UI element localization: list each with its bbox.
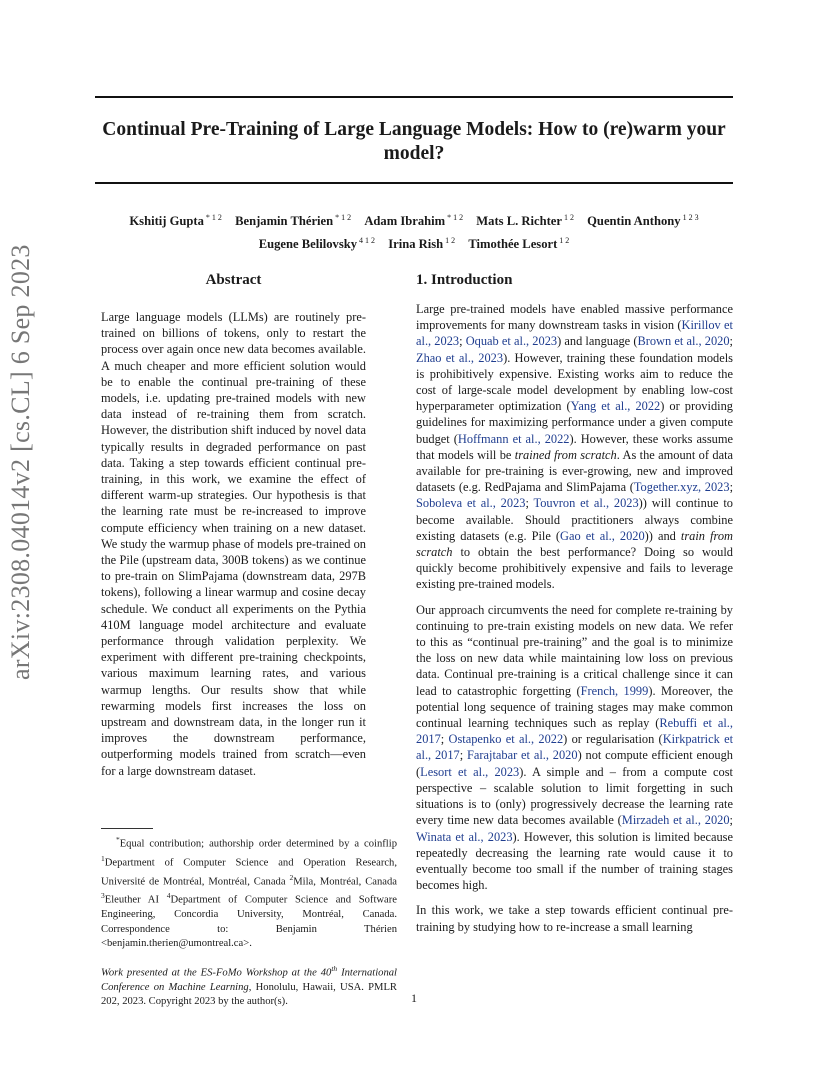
abstract-text: Large language models (LLMs) are routinely pre-trained on billions of tokens, only to restart the process over again once new data becomes available. A much cheaper and more efficient solution would be to enable the continual pre-training of these models, i.e. updating pre-trained models with new data instead of re-training them from scratch. However, the distribution shift induced by novel data typically results in degraded performance on past data. Taking a step towards efficient continual pre-training, in this work, we examine the effect of different warm-up strategies. Our hypothesis is that the learning rate must be re-increased to improve compute efficiency when training on a new dataset. We study the warmup phase of models pre-trained on the Pile (upstream data, 300B tokens) as we continue to pre-train on SlimPajama (downstream data, 297B tokens), following a linear warmup and cosine decay schedule. We conduct all experiments on the Pythia 410M language model architecture and evaluate performance through validation perplexity. We experiment with different pre-training checkpoints, various maximum learning rates, and various warmup lengths. Our results show that while rewarming models first increases the loss on upstream and downstream data, in the longer run it improves the downstream performance, outperforming models trained from scratch—even for a large downstream dataset. xyxy=(101,310,366,778)
citation-link[interactable]: Zhao et al., 2023 xyxy=(416,350,504,365)
citation-link[interactable]: Together.xyz, 2023 xyxy=(633,480,730,495)
author: Eugene Belilovsky $^{4 1 2}$ xyxy=(258,236,376,252)
introduction-heading: 1. Introduction xyxy=(416,272,513,288)
author: Timothée Lesort $^{1 2}$ xyxy=(468,236,570,252)
footnote-affiliations: *Equal contribution; authorship order determined by a coinflip $^1$Department of Computer Science and Operation Research, Université de Montréal, Montréal, Canada $^2$Mila, Montréal, Canada $^3$Eleuther AI $^4$Department of Computer Science and Software Engineering, Concordia University, Montréal, Canada. Correspondence to: Benjamin Thérien <benjamin.therien@umontreal.ca>. xyxy=(101,835,398,949)
citation-link[interactable]: Lesort et al., 2023 xyxy=(420,764,520,779)
citation-link[interactable]: Yang et al., 2022 xyxy=(570,399,661,414)
venue-note: Work presented at the ES-FoMo Workshop at the 40th International Conference on Machine Learning, Honolulu, Hawaii, USA. PMLR 202, 2023. Copyright 2023 by the author(s). xyxy=(101,964,397,1008)
author: Benjamin Thérien $^{* 1 2}$ xyxy=(235,213,352,229)
abstract-heading: Abstract xyxy=(205,272,262,288)
citation-link[interactable]: Oquab et al., 2023 xyxy=(465,334,558,349)
author-list xyxy=(80,208,748,254)
author: Irina Rish $^{1 2}$ xyxy=(388,236,456,252)
intro-paragraph-2: Our approach circumvents the need for complete re-training by continuing to pre-train existing models on new data. We refer to this as “continual pre-training” and the goal is to minimize the loss on new data while maintaining low loss on previous data. Continual pre-training is a critical challenge since it can lead to catastrophic forgetting (French, 1999). Moreover, the potential long sequence of training stages may make common continual learning techniques such as replay (Rebuffi et al., 2017; Ostapenko et al., 2022) or regularisation (Kirkpatrick et al., 2017; Farajtabar et al., 2020) not compute efficient enough (Lesort et al., 2023). A simple and – from a compute cost perspective – scalable solution to limit forgetting in such situations is to (only) progressively decrease the learning rate every time new data becomes available (Mirzadeh et al., 2020; Winata et al., 2023). However, this solution is limited because repeatedly decreasing the learning rate would cause it to eventually become too small if the number of training stages becomes high. xyxy=(416,602,734,893)
citation-link[interactable]: Rebuffi et al., 2017 xyxy=(416,716,733,747)
citation-link[interactable]: Touvron et al., 2023 xyxy=(533,496,639,511)
citation-link[interactable]: Brown et al., 2020 xyxy=(637,334,730,349)
citation-link[interactable]: Hoffmann et al., 2022 xyxy=(457,431,570,446)
citation-link[interactable]: Soboleva et al., 2023 xyxy=(416,496,526,511)
citation-link[interactable]: Kirkpatrick et al., 2017 xyxy=(416,732,734,763)
citation-link[interactable]: Mirzadeh et al., 2020 xyxy=(621,813,730,828)
title-top-rule xyxy=(95,96,733,98)
citation-link[interactable]: Farajtabar et al., 2020 xyxy=(467,748,578,763)
citation-link[interactable]: Kirillov et al., 2023 xyxy=(416,318,733,349)
arxiv-stamp: arXiv:2308.04014v2 [cs.CL] 6 Sep 2023 xyxy=(6,244,35,680)
intro-paragraph-1: Large pre-trained models have enabled massive performance improvements for many downstream tasks in vision (Kirillov et al., 2023; Oquab et al., 2023) and language (Brown et al., 2020; Zhao et al., 2023). However, training these foundation models is prohibitively expensive. Existing works aim to reduce the cost of large-scale model development by enabling low-cost hyperparameter optimization (Yang et al., 2022) or providing guidelines for maximizing performance under a given compute budget (Hoffmann et al., 2022). However, these works assume that models will be trained from scratch. As the amount of data available for pre-training is ever-growing, new and improved datasets (e.g. RedPajama and SlimPajama (Together.xyz, 2023; Soboleva et al., 2023; Touvron et al., 2023)) will continue to become available. Should practitioners always combine existing datasets (e.g. Pile (Gao et al., 2020)) and train from scratch to obtain the best performance? Doing so would quickly become prohibitively expensive and fails to leverage existing pre-trained models. xyxy=(416,302,734,592)
author: Quentin Anthony $^{1 2 3}$ xyxy=(587,213,699,229)
page-number: 1 xyxy=(411,991,417,1005)
right-column xyxy=(416,270,733,944)
citation-link[interactable]: French, 1999 xyxy=(580,683,649,698)
citation-link[interactable]: Winata et al., 2023 xyxy=(416,829,513,844)
left-column xyxy=(101,270,366,779)
author: Kshitij Gupta $^{* 1 2}$ xyxy=(129,213,222,229)
correspondence: Correspondence to: Benjamin Thérien <benjamin.therien@umontreal.ca>. xyxy=(101,923,397,949)
footnotes xyxy=(101,828,397,1010)
title-bottom-rule xyxy=(95,182,733,184)
intro-paragraph-3: In this work, we take a step towards efficient continual pre-training by studying how to re-increase a small learning xyxy=(416,903,733,934)
footnote-rule xyxy=(101,828,153,829)
author: Mats L. Richter $^{1 2}$ xyxy=(476,213,574,229)
citation-link[interactable]: Ostapenko et al., 2022 xyxy=(448,732,564,747)
citation-link[interactable]: Gao et al., 2020 xyxy=(560,528,645,543)
author: Adam Ibrahim $^{* 1 2}$ xyxy=(364,213,464,229)
paper-title: Continual Pre-Training of Large Language Models: How to (re)warm your model? xyxy=(102,119,726,164)
